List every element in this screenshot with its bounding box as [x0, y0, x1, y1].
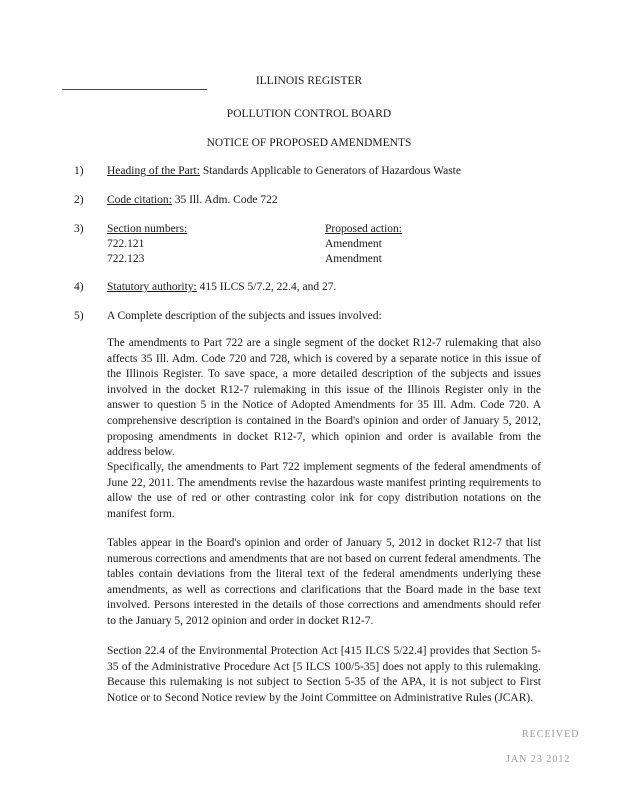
section-number: 722.121: [107, 238, 145, 250]
paragraph: Tables appear in the Board's opinion and order of January 5, 2012 in docket R12-7 that list numerous corrections and amendments that are not based on current federal amendments. The tables contain deviations from the literal text of the federal amendments underlying these amendments, as well as corrections and clarifications that the Board made in the base text involved. Persons interested in the details of those corrections and amendments should refer to the January 5, 2012 opinion and order in docket R12-7.: [107, 537, 541, 627]
agency-name: POLLUTION CONTROL BOARD: [226, 108, 392, 120]
item-value: 415 ILCS 5/7.2, 22.4, and 27.: [199, 281, 337, 293]
item-label: Statutory authority:: [107, 281, 197, 293]
item-label: Heading of the Part:: [107, 165, 200, 177]
item-label: Section numbers:: [107, 223, 188, 235]
section-number: 722.123: [107, 253, 145, 265]
paragraph: The amendments to Part 722 are a single segment of the docket R12-7 rulemaking that also affects 35 Ill. Adm. Code 720 and 728, which is covered by a separate notice in this issue of the Illinois Register. To save space, a more detailed description of the subjects and issues involved in the docket R12-7 rulemaking in this issue of the Illinois Register only in the answer to question 5 in the Notice of Adopted Amendments for 35 Ill. Adm. Code 720. A comprehensive description is contained in the Board's opinion and order of January 5, 2012, proposing amendments in docket R12-7, which opinion and order is available from the address below.: [107, 337, 541, 459]
item-text: [107, 280, 336, 296]
item-text: [107, 193, 278, 209]
item-value: 35 Ill. Adm. Code 722: [174, 194, 278, 206]
paragraph: Specifically, the amendments to Part 722 implement segments of the federal amendments of June 22, 2011. The amendments revise the hazardous waste manifest printing requirements to allow the use of red or other contrasting color ink for copy distribution notations on the manifest form.: [107, 461, 541, 520]
item-number: 1): [74, 165, 84, 177]
item-number: 2): [74, 194, 84, 206]
item-number: 3): [74, 223, 84, 235]
item-number: 4): [74, 281, 84, 293]
item-text: [107, 164, 461, 180]
notice-title: NOTICE OF PROPOSED AMENDMENTS: [206, 137, 412, 149]
item-number: 5): [74, 310, 84, 322]
proposed-action-label: Proposed action:: [325, 223, 402, 235]
received-stamp: RECEIVED: [522, 729, 580, 740]
item-value: Standards Applicable to Generators of Hazardous Waste: [202, 165, 461, 177]
register-title: ILLINOIS REGISTER: [255, 75, 363, 87]
item-label: Code citation:: [107, 194, 172, 206]
section-action: Amendment: [325, 253, 382, 265]
item-label: A Complete description of the subjects and issues involved:: [107, 310, 382, 322]
date-stamp: JAN 23 2012: [506, 754, 571, 765]
paragraph: Section 22.4 of the Environmental Protection Act [415 ILCS 5/22.4] provides that Section 5-35 of the Administrative Procedure Act [5 ILCS 100/5-35] does not apply to this rulemaking. Because this rulemaking is not subject to Section 5-35 of the APA, it is not subject to First Notice or to Second Notice review by the Joint Committee on Administrative Rules (JCAR).: [107, 645, 541, 704]
section-action: Amendment: [325, 238, 382, 250]
